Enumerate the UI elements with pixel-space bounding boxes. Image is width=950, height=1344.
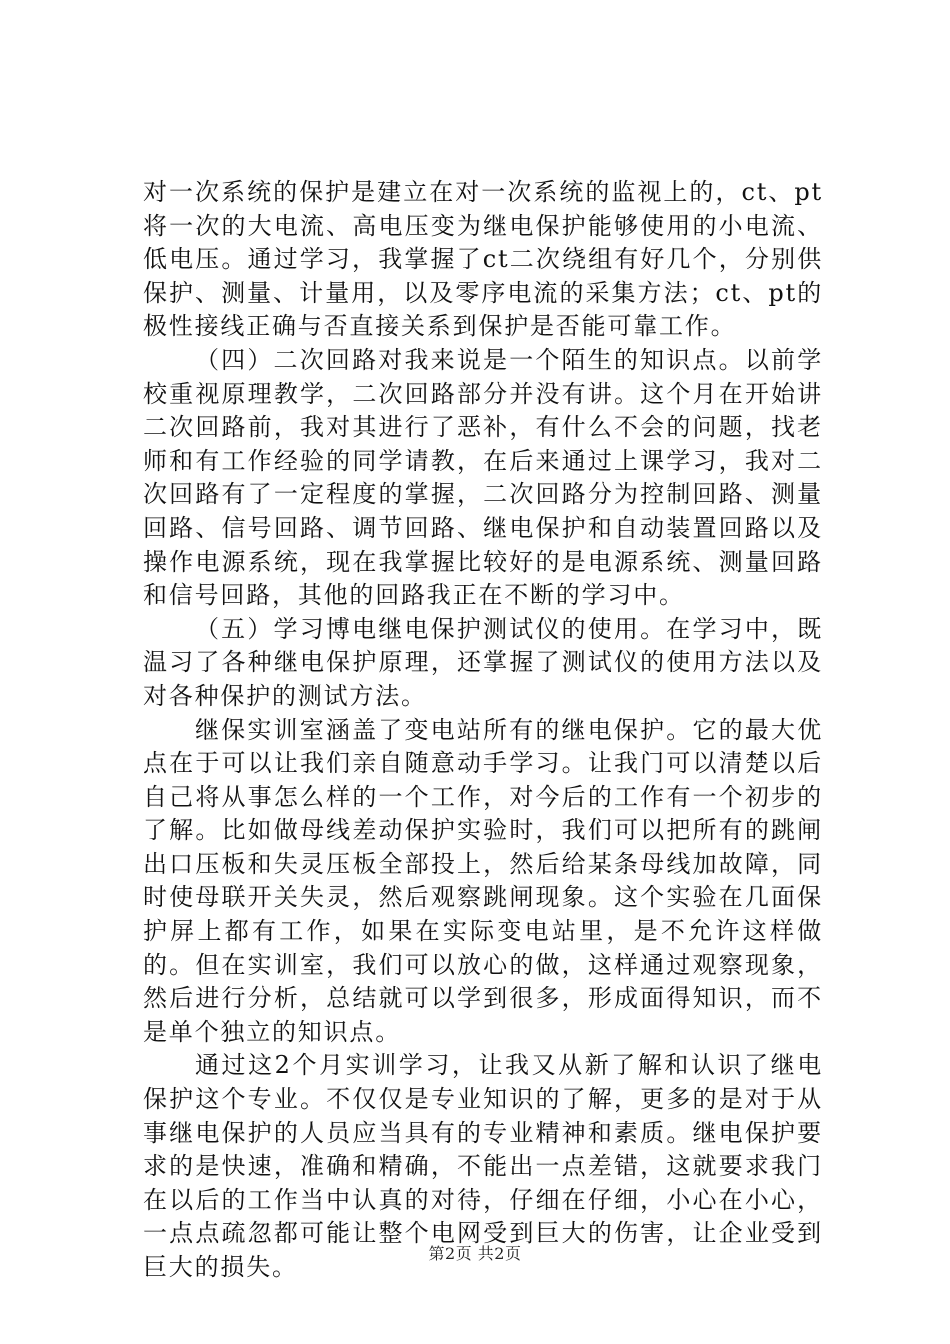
- paragraph-secondary-circuit: （四）二次回路对我来说是一个陌生的知识点。以前学校重视原理教学，二次回路部分并没有讲。这个月在开始讲二次回路前，我对其进行了恶补，有什么不会的问题，找老师和有工作经验的同学请教，在后来通过上课学习，我对二次回路有了一定程度的掌握，二次回路分为控制回路、测量回路、信号回路、调节回路、继电保护和自动装置回路以及操作电源系统，现在我掌握比较好的是电源系统、测量回路和信号回路，其他的回路我正在不断的学习中。: [143, 345, 823, 610]
- page-number-footer: 第2页 共2页: [428, 1244, 522, 1263]
- paragraph-continuation: 对一次系统的保护是建立在对一次系统的监视上的，ct、pt将一次的大电流、高电压变为继电保护能够使用的小电流、低电压。通过学习，我掌握了ct二次绕组有好几个，分别供保护、测量、计量用，以及零序电流的采集方法；ct、pt的极性接线正确与否直接关系到保护是否能可靠工作。: [143, 178, 823, 341]
- paragraph-relay-tester: （五）学习博电继电保护测试仪的使用。在学习中，既温习了各种继电保护原理，还掌握了测试仪的使用方法以及对各种保护的测试方法。: [143, 614, 823, 710]
- document-body: [143, 176, 823, 1285]
- paragraph-conclusion: 通过这2个月实训学习，让我又从新了解和认识了继电保护这个专业。不仅仅是专业知识的了解，更多的是对于从事继电保护的人员应当具有的专业精神和素质。继电保护要求的是快速，准确和精确，不能出一点差错，这就要求我门在以后的工作当中认真的对待，仔细在仔细，小心在小心，一点点疏忽都可能让整个电网受到巨大的伤害，让企业受到巨大的损失。: [143, 1051, 823, 1281]
- paragraph-training-room: 继保实训室涵盖了变电站所有的继电保护。它的最大优点在于可以让我们亲自随意动手学习。让我门可以清楚以后自己将从事怎么样的一个工作，对今后的工作有一个初步的了解。比如做母线差动保护实验时，我们可以把所有的跳闸出口压板和失灵压板全部投上，然后给某条母线加故障，同时使母联开关失灵，然后观察跳闸现象。这个实验在几面保护屏上都有工作，如果在实际变电站里，是不允许这样做的。但在实训室，我们可以放心的做，这样通过观察现象，然后进行分析，总结就可以学到很多，形成面得知识，而不是单个独立的知识点。: [143, 715, 823, 1046]
